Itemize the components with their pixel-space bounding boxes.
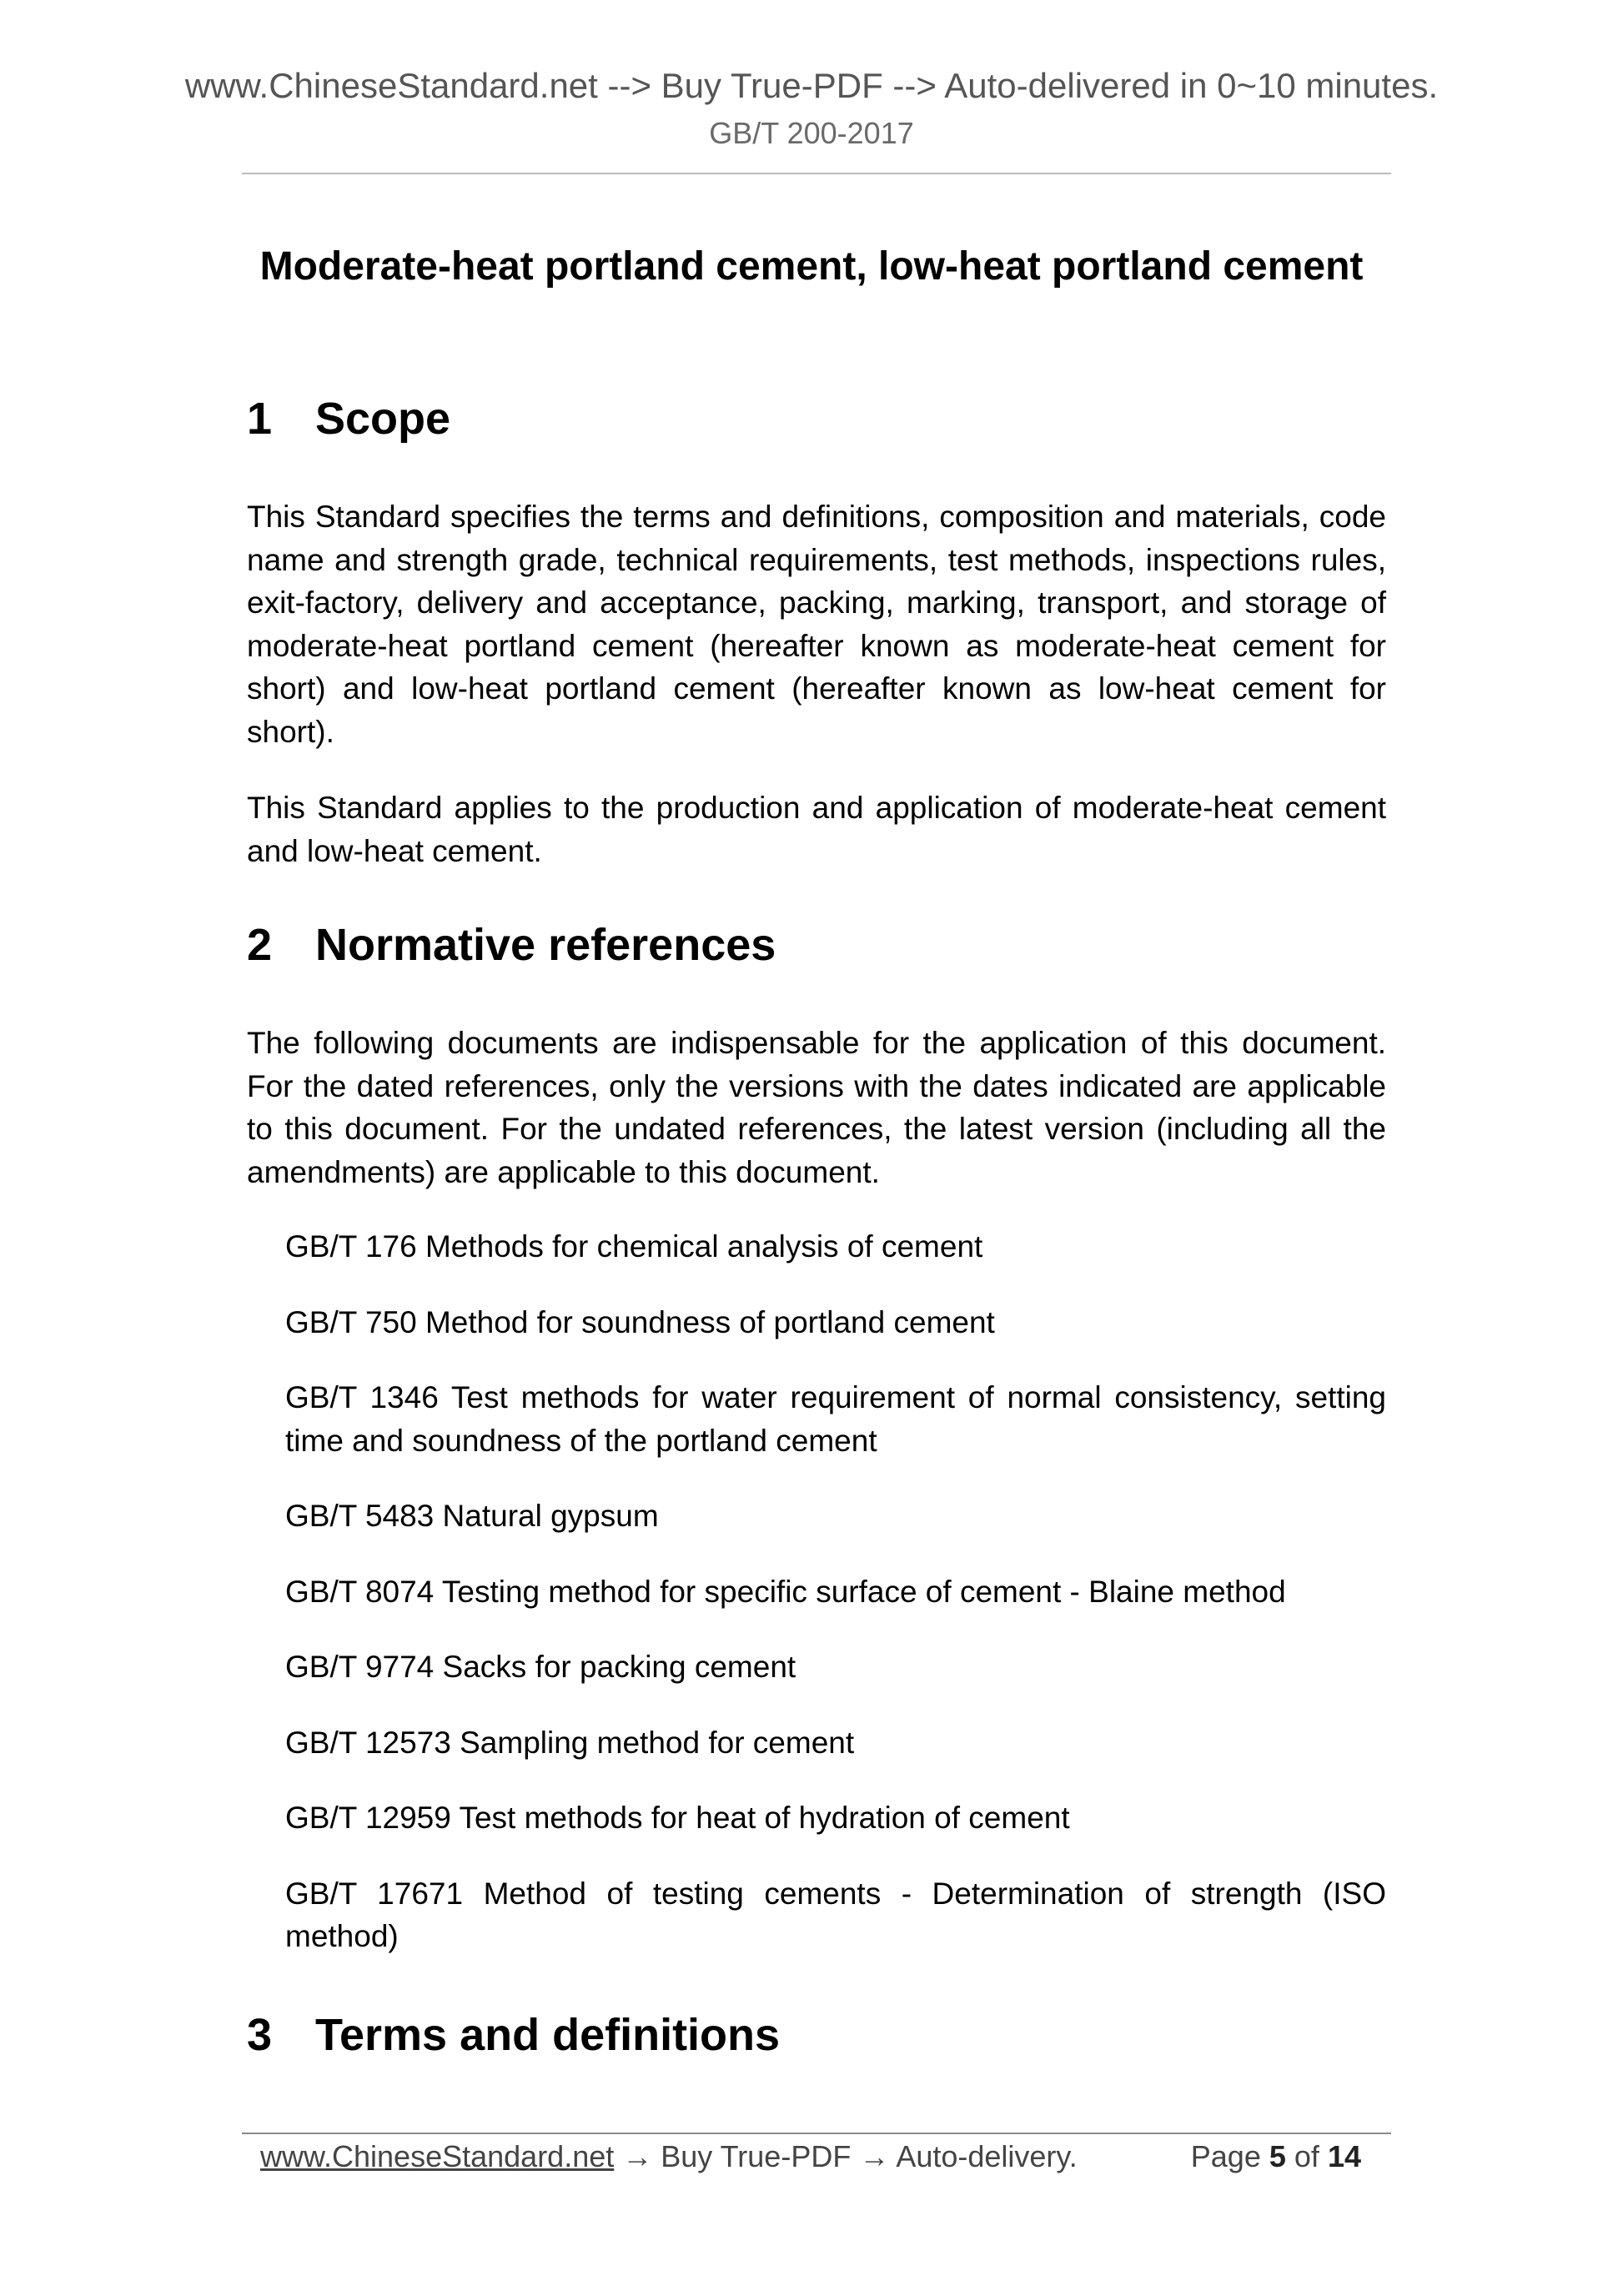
header-divider [242, 173, 1391, 174]
page-of: of [1294, 2139, 1319, 2173]
document-title: Moderate-heat portland cement, low-heat portland cement [259, 244, 1364, 289]
section-number: 2 [247, 920, 273, 970]
reference-item: GB/T 1346 Test methods for water requirement of normal consistency, setting time and soundness of the portland cement [285, 1380, 1386, 1458]
footer-tail-text: → Buy True-PDF → Auto-delivery. [614, 2139, 1078, 2173]
reference-item: GB/T 750 Method for soundness of portland cement [285, 1304, 995, 1339]
footer-link[interactable]: www.ChineseStandard.net [260, 2139, 615, 2173]
reference-item: GB/T 5483 Natural gypsum [285, 1499, 659, 1533]
page-current: 5 [1269, 2139, 1286, 2173]
paragraph: This Standard specifies the terms and definitions, composition and materials, code name and strength grade, technical requirements, test methods, inspections rules, exit-factory, delivery and acceptance, packing, marking, transport, and storage of moderate-heat portland cement (hereafter known as moderate-heat cement for short) and low-heat portland cement (hereafter known as low-heat cement for short). [247, 500, 1386, 749]
section-1-body [247, 495, 1386, 872]
section-number: 3 [247, 2010, 273, 2060]
page-footer [260, 2137, 1361, 2177]
section-number: 1 [247, 394, 273, 444]
section-title: Scope [315, 394, 451, 444]
section-2-heading [247, 918, 776, 972]
section-3-heading [247, 2008, 780, 2062]
page-total: 14 [1327, 2139, 1361, 2173]
footer-divider [242, 2133, 1391, 2134]
section-1-heading [247, 392, 450, 445]
section-title: Normative references [315, 920, 776, 970]
page-indicator [1191, 2137, 1361, 2177]
reference-item: GB/T 12573 Sampling method for cement [285, 1725, 855, 1760]
reference-item: GB/T 17671 Method of testing cements - Determination of strength (ISO method) [285, 1876, 1386, 1953]
normative-reference-list [285, 1225, 1386, 1991]
header-banner: www.ChineseStandard.net --> Buy True-PDF --> Auto-delivered in 0~10 minutes. [184, 66, 1439, 105]
section-2-body [247, 1022, 1386, 1193]
reference-item: GB/T 176 Methods for chemical analysis of cement [285, 1229, 983, 1264]
paragraph: This Standard applies to the production and application of moderate-heat cement and low-heat cement. [247, 791, 1386, 868]
page-label: Page [1190, 2139, 1261, 2173]
section-title: Terms and definitions [315, 2010, 781, 2060]
reference-item: GB/T 8074 Testing method for specific surface of cement - Blaine method [285, 1574, 1286, 1609]
reference-item: GB/T 12959 Test methods for heat of hydration of cement [285, 1801, 1070, 1835]
reference-item: GB/T 9774 Sacks for packing cement [285, 1650, 796, 1684]
paragraph: The following documents are indispensable for the application of this document. For the dated references, only the versions with the dates indicated are applicable to this document. For the undated references, the latest version (including all the amendments) are applicable to this document. [247, 1026, 1386, 1189]
standard-code: GB/T 200-2017 [709, 116, 914, 150]
